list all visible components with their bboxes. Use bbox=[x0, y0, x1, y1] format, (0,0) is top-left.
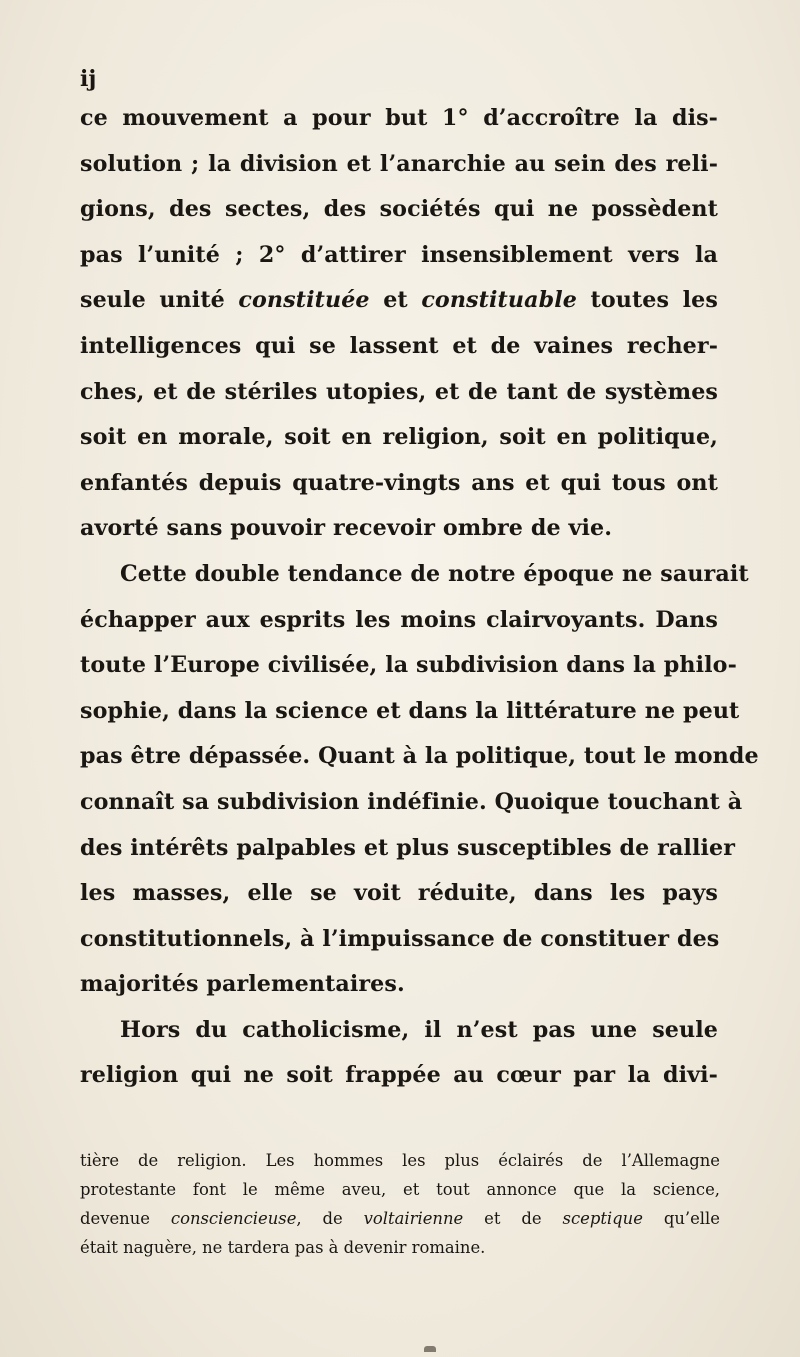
italic-term: sceptique bbox=[562, 1209, 643, 1228]
ink-mark bbox=[424, 1346, 436, 1352]
text-line: les masses, elle se voit réduite, dans les pays bbox=[80, 880, 718, 907]
text-line: connaît sa subdivision indéfinie. Quoique touchant à bbox=[80, 788, 743, 815]
text-line: toute l’Europe civilisée, la subdivision dans la philo- bbox=[80, 652, 737, 679]
italic-term: consciencieuse bbox=[170, 1209, 297, 1228]
text-line: constitutionnels, à l’impuissance de constituer des bbox=[80, 925, 720, 952]
text-line: gions, des sectes, des sociétés qui ne possèdent bbox=[80, 196, 718, 223]
text-line: majorités parlementaires. bbox=[80, 971, 405, 998]
text-span: toutes les bbox=[576, 287, 718, 314]
text-span: seule unité bbox=[80, 287, 239, 314]
footnote-line: tière de religion. Les hommes les plus éclairés de l’Allemagne bbox=[80, 1151, 720, 1170]
text-line: ches, et de stériles utopies, et de tant de systèmes bbox=[80, 378, 718, 405]
footnote-line: était naguère, ne tardera pas à devenir romaine. bbox=[80, 1238, 486, 1257]
italic-term: constituée bbox=[238, 287, 370, 314]
footnote bbox=[80, 1146, 720, 1262]
text-line: pas l’unité ; 2° d’attirer insensiblement vers la bbox=[80, 241, 718, 268]
text-span: , de bbox=[296, 1209, 364, 1228]
text-span: devenue bbox=[80, 1209, 171, 1228]
text-line: pas être dépassée. Quant à la politique, tout le monde bbox=[80, 743, 759, 770]
footnote-line: protestante font le même aveu, et tout annonce que la science, bbox=[80, 1180, 720, 1199]
text-line: religion qui ne soit frappée au cœur par la divi- bbox=[80, 1062, 718, 1089]
italic-term: constituable bbox=[421, 287, 577, 314]
text-line: enfantés depuis quatre-vingts ans et qui tous ont bbox=[80, 469, 718, 496]
main-text bbox=[80, 96, 759, 1099]
text-line: des intérêts palpables et plus susceptibles de rallier bbox=[80, 834, 736, 861]
footnote-line bbox=[80, 1204, 720, 1233]
italic-term: voltairienne bbox=[363, 1209, 464, 1228]
text-line: soit en morale, soit en religion, soit en politique, bbox=[80, 424, 718, 451]
text-line: Cette double tendance de notre époque ne saurait bbox=[120, 560, 749, 587]
text-line: solution ; la division et l’anarchie au sein des reli- bbox=[80, 150, 718, 177]
signature-mark: ij bbox=[80, 66, 97, 92]
text-line: Hors du catholicisme, il n’est pas une seule bbox=[120, 1016, 718, 1043]
text-span: et bbox=[369, 287, 422, 314]
text-line: sophie, dans la science et dans la littérature ne peut bbox=[80, 697, 740, 724]
text-line: intelligences qui se lassent et de vaines recher- bbox=[80, 332, 718, 359]
text-span: qu’elle bbox=[642, 1209, 720, 1228]
text-line: avorté sans pouvoir recevoir ombre de vie. bbox=[80, 515, 613, 542]
text-line: ce mouvement a pour but 1° d’accroître la dis- bbox=[80, 105, 718, 131]
text-line: échapper aux esprits les moins clairvoyants. Dans bbox=[80, 606, 718, 633]
text-line bbox=[80, 278, 718, 324]
text-span: et de bbox=[463, 1209, 563, 1228]
